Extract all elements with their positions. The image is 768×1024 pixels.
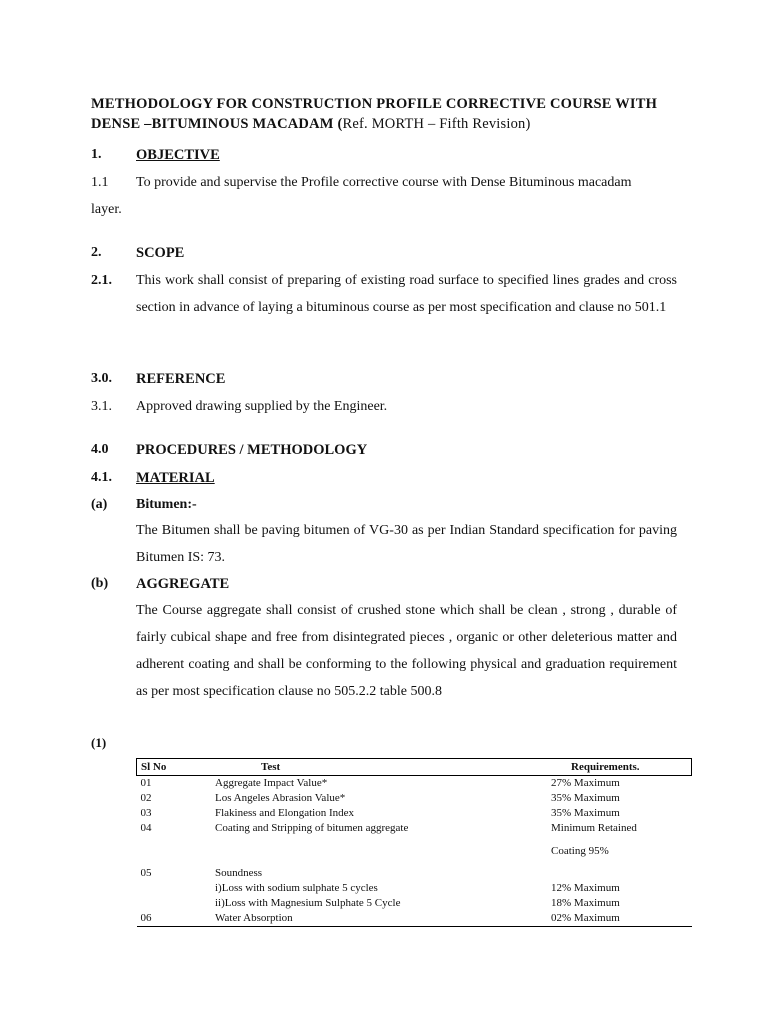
cell-sl <box>137 836 210 866</box>
cell-requirement: 35% Maximum <box>551 807 620 819</box>
section-2-1-text: This work shall consist of preparing of existing road surface to specified lines grades and cross section in advance of laying a bituminous course as per most specification and clause no 501.1 <box>136 273 677 315</box>
section-1-heading: OBJECTIVE <box>136 147 220 163</box>
section-3-1-text: Approved drawing supplied by the Engineer. <box>136 399 388 414</box>
table-row <box>137 896 692 911</box>
section-1-1-number: 1.1 <box>91 175 109 190</box>
cell-test: i)Loss with sodium sulphate 5 cycles <box>215 882 378 894</box>
cell-sl: 04 <box>140 822 152 834</box>
section-3-1-number: 3.1. <box>91 399 112 414</box>
cell-requirement: 35% Maximum <box>551 792 620 804</box>
cell-sl <box>137 896 210 911</box>
table-header-row <box>137 759 692 776</box>
cell-test: Water Absorption <box>209 911 547 927</box>
section-1-number: 1. <box>91 147 102 162</box>
item-a-label: (a) <box>91 497 108 512</box>
section-2-1-number: 2.1. <box>91 273 112 288</box>
cell-sl: 02 <box>140 792 152 804</box>
item-a-heading: Bitumen:- <box>136 497 197 512</box>
table-row <box>137 836 692 866</box>
cell-requirement <box>547 866 692 881</box>
cell-test: Los Angeles Abrasion Value* <box>215 792 346 804</box>
cell-requirement: 02% Maximum <box>547 911 692 927</box>
cell-test: Flakiness and Elongation Index <box>215 807 355 819</box>
cell-sl <box>137 881 210 896</box>
document-title <box>91 94 691 134</box>
cell-test <box>209 836 547 866</box>
cell-requirement: 27% Maximum <box>551 777 620 789</box>
section-4-number: 4.0 <box>91 442 109 457</box>
cell-sl: 01 <box>140 777 152 789</box>
table-row <box>137 821 692 836</box>
cell-test: Coating and Stripping of bitumen aggregate <box>215 822 409 834</box>
cell-test: ii)Loss with Magnesium Sulphate 5 Cycle <box>215 897 401 909</box>
cell-test: Aggregate Impact Value* <box>215 777 328 789</box>
header-test: Test <box>209 759 547 776</box>
table-row <box>137 791 692 806</box>
section-3-number: 3.0. <box>91 371 112 386</box>
item-a-text: The Bitumen shall be paving bitumen of VG-30 as per Indian Standard specification for paving Bitumen IS: 73. <box>136 523 677 565</box>
table-label: (1) <box>91 735 107 750</box>
section-4-1-number: 4.1. <box>91 470 112 485</box>
cell-requirement: Coating 95% <box>551 845 609 857</box>
cell-test: Soundness <box>215 867 263 879</box>
section-4-heading: PROCEDURES / METHODOLOGY <box>136 442 368 458</box>
cell-requirement: 12% Maximum <box>551 882 620 894</box>
section-1-1-text-line2: layer. <box>91 202 122 217</box>
table-row <box>137 911 692 927</box>
item-b-text: The Course aggregate shall consist of crushed stone which shall be clean , strong , durable of fairly cubical shape and free from disintegrated pieces , organic or other deleterious matter and adherent coating and shall be conforming to the following physical and graduation requirement as per most specification clause no 505.2.2 table 500.8 <box>136 603 677 699</box>
table-row <box>137 776 692 792</box>
cell-sl: 06 <box>137 911 210 927</box>
cell-requirement: 18% Maximum <box>551 897 620 909</box>
header-requirements: Requirements. <box>547 759 692 776</box>
cell-sl: 05 <box>140 867 152 879</box>
cell-requirement: Minimum Retained <box>551 822 637 834</box>
section-2-heading: SCOPE <box>136 245 185 261</box>
title-reference: Ref. MORTH – Fifth Revision) <box>342 116 531 132</box>
section-3-heading: REFERENCE <box>136 371 226 387</box>
aggregate-requirements-table <box>136 758 692 927</box>
title-text: METHODOLOGY FOR CONSTRUCTION PROFILE CORRECTIVE COURSE WITH DENSE –BITUMINOUS MACADAM ( <box>91 96 658 132</box>
item-b-heading: AGGREGATE <box>136 576 230 592</box>
item-b-label: (b) <box>91 576 109 591</box>
table-row <box>137 806 692 821</box>
header-sl-no: Sl No <box>137 759 210 776</box>
section-1-1-text-line1: To provide and supervise the Profile corrective course with Dense Bituminous macadam <box>136 175 632 190</box>
section-2-number: 2. <box>91 245 102 260</box>
table-row <box>137 866 692 881</box>
cell-sl: 03 <box>140 807 152 819</box>
section-4-1-heading: MATERIAL <box>136 470 215 486</box>
table-row <box>137 881 692 896</box>
